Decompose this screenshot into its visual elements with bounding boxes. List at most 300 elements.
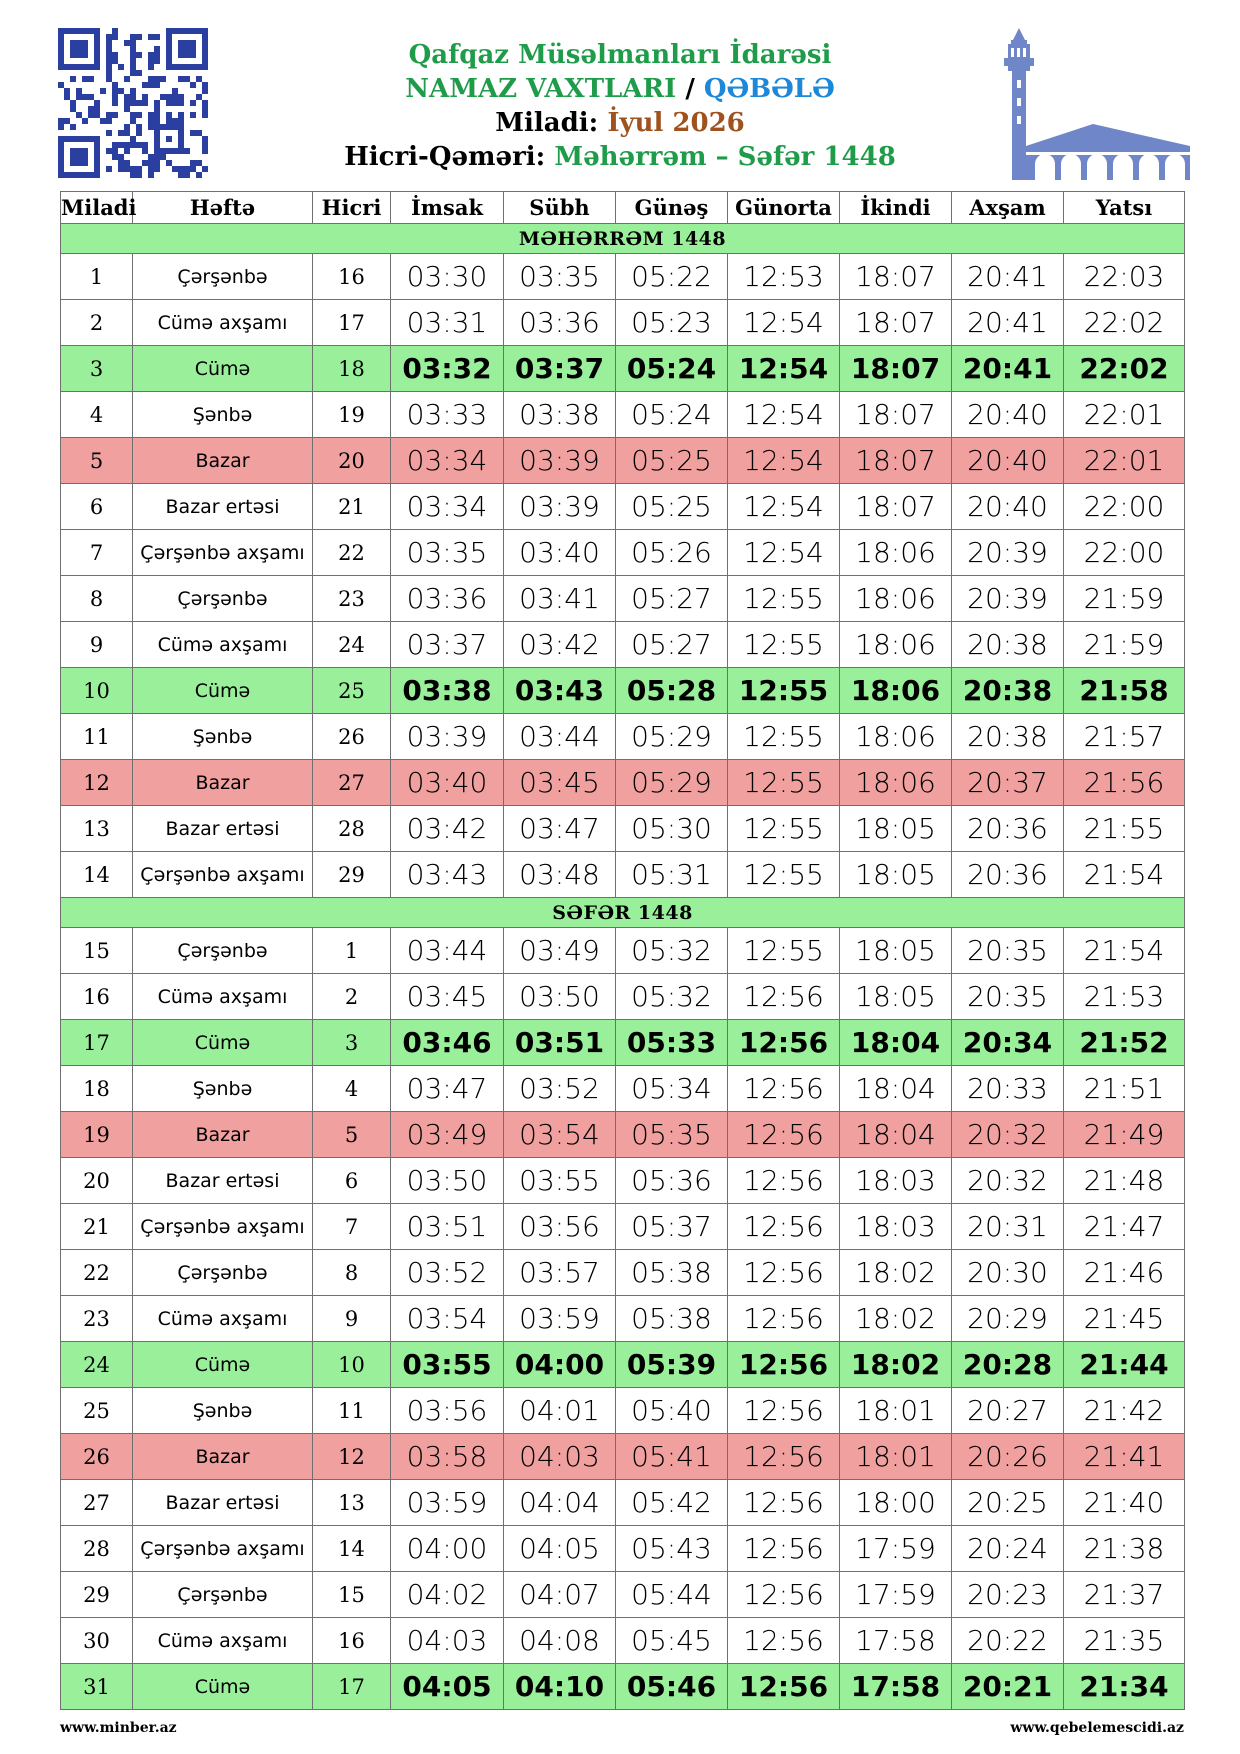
miladi-day-cell: 25 [61, 1388, 133, 1434]
gunorta-time-cell: 12:56 [728, 1388, 840, 1434]
gunes-time-cell: 05:32 [616, 974, 728, 1020]
yatsi-time-cell: 22:03 [1064, 254, 1185, 300]
subh-time-cell: 03:47 [504, 806, 616, 852]
imsak-time-cell: 03:54 [391, 1296, 504, 1342]
imsak-time-cell: 03:52 [391, 1250, 504, 1296]
gunes-time-cell: 05:33 [616, 1020, 728, 1066]
weekday-cell: Bazar ertəsi [133, 484, 313, 530]
axsam-time-cell: 20:41 [952, 346, 1064, 392]
ikindi-time-cell: 18:02 [840, 1342, 952, 1388]
hijri-day-cell: 28 [313, 806, 391, 852]
hijri-day-cell: 10 [313, 1342, 391, 1388]
miladi-day-cell: 13 [61, 806, 133, 852]
yatsi-time-cell: 21:34 [1064, 1664, 1185, 1710]
mosque-minaret-icon [975, 28, 1190, 180]
hijri-day-cell: 23 [313, 576, 391, 622]
weekday-cell: Cümə axşamı [133, 974, 313, 1020]
gunes-time-cell: 05:44 [616, 1572, 728, 1618]
hijri-day-cell: 21 [313, 484, 391, 530]
weekday-cell: Bazar [133, 1112, 313, 1158]
weekday-cell: Cümə axşamı [133, 300, 313, 346]
gunes-time-cell: 05:26 [616, 530, 728, 576]
gunes-time-cell: 05:38 [616, 1296, 728, 1342]
gunorta-time-cell: 12:56 [728, 1020, 840, 1066]
gunes-time-cell: 05:39 [616, 1342, 728, 1388]
axsam-time-cell: 20:32 [952, 1112, 1064, 1158]
yatsi-time-cell: 21:52 [1064, 1020, 1185, 1066]
subh-time-cell: 04:08 [504, 1618, 616, 1664]
weekday-cell: Cümə [133, 1342, 313, 1388]
gunes-time-cell: 05:41 [616, 1434, 728, 1480]
miladi-day-cell: 22 [61, 1250, 133, 1296]
miladi-day-cell: 15 [61, 928, 133, 974]
gunes-time-cell: 05:23 [616, 300, 728, 346]
table-row [61, 254, 1185, 300]
yatsi-time-cell: 21:42 [1064, 1388, 1185, 1434]
weekday-cell: Çərşənbə axşamı [133, 1204, 313, 1250]
column-header: İmsak [391, 192, 504, 224]
miladi-day-cell: 16 [61, 974, 133, 1020]
ikindi-time-cell: 18:01 [840, 1434, 952, 1480]
footer-right-url: www.qebelemescidi.az [1010, 1720, 1184, 1736]
subh-time-cell: 03:50 [504, 974, 616, 1020]
weekday-cell: Çərşənbə [133, 1250, 313, 1296]
axsam-time-cell: 20:25 [952, 1480, 1064, 1526]
document-header [240, 38, 1000, 174]
axsam-time-cell: 20:37 [952, 760, 1064, 806]
subh-time-cell: 04:04 [504, 1480, 616, 1526]
subh-time-cell: 03:40 [504, 530, 616, 576]
miladi-day-cell: 26 [61, 1434, 133, 1480]
month-header-row [61, 224, 1185, 254]
subh-time-cell: 03:45 [504, 760, 616, 806]
gunorta-time-cell: 12:55 [728, 714, 840, 760]
gunorta-time-cell: 12:55 [728, 760, 840, 806]
ikindi-time-cell: 18:02 [840, 1296, 952, 1342]
subh-time-cell: 04:00 [504, 1342, 616, 1388]
miladi-day-cell: 14 [61, 852, 133, 898]
gunorta-time-cell: 12:56 [728, 1618, 840, 1664]
table-row [61, 1618, 1185, 1664]
table-row [61, 714, 1185, 760]
yatsi-time-cell: 21:51 [1064, 1066, 1185, 1112]
column-header: Sübh [504, 192, 616, 224]
miladi-day-cell: 29 [61, 1572, 133, 1618]
hijri-day-cell: 1 [313, 928, 391, 974]
gunes-time-cell: 05:45 [616, 1618, 728, 1664]
yatsi-time-cell: 21:41 [1064, 1434, 1185, 1480]
imsak-time-cell: 03:58 [391, 1434, 504, 1480]
yatsi-time-cell: 21:46 [1064, 1250, 1185, 1296]
miladi-day-cell: 10 [61, 668, 133, 714]
column-header: Miladi [61, 192, 133, 224]
table-row [61, 1204, 1185, 1250]
imsak-time-cell: 03:32 [391, 346, 504, 392]
subh-time-cell: 03:44 [504, 714, 616, 760]
axsam-time-cell: 20:39 [952, 576, 1064, 622]
table-row [61, 806, 1185, 852]
imsak-time-cell: 04:05 [391, 1664, 504, 1710]
month-title: MƏHƏRRƏM 1448 [61, 224, 1185, 254]
ikindi-time-cell: 18:04 [840, 1020, 952, 1066]
table-body [61, 224, 1185, 1710]
subh-time-cell: 04:01 [504, 1388, 616, 1434]
imsak-time-cell: 03:34 [391, 484, 504, 530]
gunes-time-cell: 05:35 [616, 1112, 728, 1158]
weekday-cell: Çərşənbə [133, 928, 313, 974]
hijri-line [240, 140, 1000, 174]
hijri-day-cell: 16 [313, 1618, 391, 1664]
axsam-time-cell: 20:21 [952, 1664, 1064, 1710]
qr-code-icon [58, 28, 208, 178]
gunes-time-cell: 05:29 [616, 714, 728, 760]
miladi-day-cell: 5 [61, 438, 133, 484]
table-row [61, 1296, 1185, 1342]
axsam-time-cell: 20:35 [952, 928, 1064, 974]
table-header-row [61, 192, 1185, 224]
weekday-cell: Çərşənbə [133, 254, 313, 300]
gunorta-time-cell: 12:54 [728, 530, 840, 576]
yatsi-time-cell: 21:54 [1064, 852, 1185, 898]
gunorta-time-cell: 12:54 [728, 300, 840, 346]
yatsi-time-cell: 21:48 [1064, 1158, 1185, 1204]
axsam-time-cell: 20:34 [952, 1020, 1064, 1066]
table-row [61, 1664, 1185, 1710]
axsam-time-cell: 20:38 [952, 668, 1064, 714]
month-title: SƏFƏR 1448 [61, 898, 1185, 928]
miladi-day-cell: 4 [61, 392, 133, 438]
hijri-day-cell: 27 [313, 760, 391, 806]
column-header: Günorta [728, 192, 840, 224]
imsak-time-cell: 03:47 [391, 1066, 504, 1112]
table-row [61, 392, 1185, 438]
table-row [61, 1250, 1185, 1296]
miladi-day-cell: 12 [61, 760, 133, 806]
footer-left-url: www.minber.az [60, 1720, 177, 1736]
weekday-cell: Cümə [133, 668, 313, 714]
axsam-time-cell: 20:40 [952, 438, 1064, 484]
gunorta-time-cell: 12:54 [728, 392, 840, 438]
imsak-time-cell: 04:00 [391, 1526, 504, 1572]
gunorta-time-cell: 12:55 [728, 668, 840, 714]
table-row [61, 1526, 1185, 1572]
miladi-day-cell: 11 [61, 714, 133, 760]
imsak-time-cell: 03:33 [391, 392, 504, 438]
table-row [61, 346, 1185, 392]
yatsi-time-cell: 21:37 [1064, 1572, 1185, 1618]
gunorta-time-cell: 12:55 [728, 928, 840, 974]
weekday-cell: Bazar [133, 438, 313, 484]
yatsi-time-cell: 22:01 [1064, 438, 1185, 484]
hijri-day-cell: 19 [313, 392, 391, 438]
imsak-time-cell: 03:38 [391, 668, 504, 714]
ikindi-time-cell: 17:59 [840, 1526, 952, 1572]
subh-time-cell: 03:41 [504, 576, 616, 622]
hijri-day-cell: 13 [313, 1480, 391, 1526]
gunorta-time-cell: 12:56 [728, 1112, 840, 1158]
table-row [61, 300, 1185, 346]
yatsi-time-cell: 21:55 [1064, 806, 1185, 852]
miladi-day-cell: 23 [61, 1296, 133, 1342]
hijri-day-cell: 2 [313, 974, 391, 1020]
table-row [61, 974, 1185, 1020]
gunorta-time-cell: 12:56 [728, 1480, 840, 1526]
table-row [61, 484, 1185, 530]
hijri-day-cell: 22 [313, 530, 391, 576]
table-row [61, 1388, 1185, 1434]
axsam-time-cell: 20:38 [952, 714, 1064, 760]
axsam-time-cell: 20:35 [952, 974, 1064, 1020]
hijri-day-cell: 25 [313, 668, 391, 714]
ikindi-time-cell: 18:01 [840, 1388, 952, 1434]
table-row [61, 668, 1185, 714]
hijri-day-cell: 8 [313, 1250, 391, 1296]
axsam-time-cell: 20:40 [952, 484, 1064, 530]
ikindi-time-cell: 18:00 [840, 1480, 952, 1526]
weekday-cell: Çərşənbə axşamı [133, 1526, 313, 1572]
hijri-label: Hicri-Qəməri: [344, 142, 546, 172]
hijri-day-cell: 17 [313, 1664, 391, 1710]
ikindi-time-cell: 18:07 [840, 484, 952, 530]
ikindi-time-cell: 18:07 [840, 300, 952, 346]
imsak-time-cell: 03:35 [391, 530, 504, 576]
gunorta-time-cell: 12:55 [728, 806, 840, 852]
subh-time-cell: 03:43 [504, 668, 616, 714]
document-title [240, 72, 1000, 106]
table-row [61, 1480, 1185, 1526]
table-row [61, 852, 1185, 898]
gunes-time-cell: 05:42 [616, 1480, 728, 1526]
ikindi-time-cell: 18:03 [840, 1158, 952, 1204]
axsam-time-cell: 20:29 [952, 1296, 1064, 1342]
gunes-time-cell: 05:22 [616, 254, 728, 300]
gunes-time-cell: 05:25 [616, 484, 728, 530]
gunorta-time-cell: 12:56 [728, 1296, 840, 1342]
hijri-day-cell: 29 [313, 852, 391, 898]
ikindi-time-cell: 18:05 [840, 806, 952, 852]
imsak-time-cell: 03:45 [391, 974, 504, 1020]
gunes-time-cell: 05:25 [616, 438, 728, 484]
miladi-day-cell: 24 [61, 1342, 133, 1388]
axsam-time-cell: 20:27 [952, 1388, 1064, 1434]
weekday-cell: Şənbə [133, 1066, 313, 1112]
gunes-time-cell: 05:43 [616, 1526, 728, 1572]
weekday-cell: Bazar ertəsi [133, 1480, 313, 1526]
gunes-time-cell: 05:27 [616, 622, 728, 668]
yatsi-time-cell: 21:40 [1064, 1480, 1185, 1526]
subh-time-cell: 03:51 [504, 1020, 616, 1066]
weekday-cell: Şənbə [133, 714, 313, 760]
yatsi-time-cell: 22:02 [1064, 346, 1185, 392]
yatsi-time-cell: 21:58 [1064, 668, 1185, 714]
column-header: Axşam [952, 192, 1064, 224]
yatsi-time-cell: 21:49 [1064, 1112, 1185, 1158]
org-name: Qafqaz Müsəlmanları İdarəsi [408, 40, 832, 70]
imsak-time-cell: 03:30 [391, 254, 504, 300]
imsak-time-cell: 04:03 [391, 1618, 504, 1664]
gunorta-time-cell: 12:54 [728, 484, 840, 530]
subh-time-cell: 03:49 [504, 928, 616, 974]
imsak-time-cell: 03:55 [391, 1342, 504, 1388]
yatsi-time-cell: 21:47 [1064, 1204, 1185, 1250]
gunorta-time-cell: 12:55 [728, 852, 840, 898]
axsam-time-cell: 20:33 [952, 1066, 1064, 1112]
subh-time-cell: 03:55 [504, 1158, 616, 1204]
yatsi-time-cell: 21:45 [1064, 1296, 1185, 1342]
imsak-time-cell: 03:36 [391, 576, 504, 622]
gunorta-time-cell: 12:56 [728, 1066, 840, 1112]
miladi-day-cell: 27 [61, 1480, 133, 1526]
subh-time-cell: 03:37 [504, 346, 616, 392]
hijri-day-cell: 15 [313, 1572, 391, 1618]
hijri-day-cell: 9 [313, 1296, 391, 1342]
miladi-day-cell: 8 [61, 576, 133, 622]
miladi-day-cell: 6 [61, 484, 133, 530]
table-row [61, 1112, 1185, 1158]
miladi-day-cell: 1 [61, 254, 133, 300]
yatsi-time-cell: 21:56 [1064, 760, 1185, 806]
column-header: Günəş [616, 192, 728, 224]
axsam-time-cell: 20:24 [952, 1526, 1064, 1572]
gunorta-time-cell: 12:56 [728, 1526, 840, 1572]
subh-time-cell: 03:42 [504, 622, 616, 668]
gunes-time-cell: 05:38 [616, 1250, 728, 1296]
imsak-time-cell: 03:39 [391, 714, 504, 760]
axsam-time-cell: 20:23 [952, 1572, 1064, 1618]
axsam-time-cell: 20:39 [952, 530, 1064, 576]
gunes-time-cell: 05:31 [616, 852, 728, 898]
ikindi-time-cell: 18:05 [840, 852, 952, 898]
weekday-cell: Cümə axşamı [133, 622, 313, 668]
ikindi-time-cell: 18:07 [840, 254, 952, 300]
yatsi-time-cell: 21:35 [1064, 1618, 1185, 1664]
axsam-time-cell: 20:38 [952, 622, 1064, 668]
ikindi-time-cell: 17:59 [840, 1572, 952, 1618]
hijri-day-cell: 12 [313, 1434, 391, 1480]
subh-time-cell: 03:35 [504, 254, 616, 300]
column-header: İkindi [840, 192, 952, 224]
yatsi-time-cell: 21:57 [1064, 714, 1185, 760]
table-row [61, 576, 1185, 622]
hijri-day-cell: 11 [313, 1388, 391, 1434]
axsam-time-cell: 20:30 [952, 1250, 1064, 1296]
gunes-time-cell: 05:30 [616, 806, 728, 852]
ikindi-time-cell: 18:02 [840, 1250, 952, 1296]
subh-time-cell: 04:10 [504, 1664, 616, 1710]
gunes-time-cell: 05:27 [616, 576, 728, 622]
ikindi-time-cell: 18:07 [840, 346, 952, 392]
table-row [61, 530, 1185, 576]
miladi-day-cell: 2 [61, 300, 133, 346]
miladi-day-cell: 19 [61, 1112, 133, 1158]
yatsi-time-cell: 21:54 [1064, 928, 1185, 974]
subh-time-cell: 03:54 [504, 1112, 616, 1158]
gunes-time-cell: 05:28 [616, 668, 728, 714]
imsak-time-cell: 03:50 [391, 1158, 504, 1204]
yatsi-time-cell: 21:59 [1064, 576, 1185, 622]
table-row [61, 1572, 1185, 1618]
ikindi-time-cell: 18:06 [840, 622, 952, 668]
yatsi-time-cell: 21:38 [1064, 1526, 1185, 1572]
imsak-time-cell: 03:49 [391, 1112, 504, 1158]
imsak-time-cell: 04:02 [391, 1572, 504, 1618]
miladi-value: İyul 2026 [607, 108, 745, 138]
gunorta-time-cell: 12:55 [728, 622, 840, 668]
hijri-day-cell: 17 [313, 300, 391, 346]
imsak-time-cell: 03:34 [391, 438, 504, 484]
gunorta-time-cell: 12:54 [728, 346, 840, 392]
hijri-day-cell: 14 [313, 1526, 391, 1572]
ikindi-time-cell: 18:04 [840, 1112, 952, 1158]
gunorta-time-cell: 12:56 [728, 1434, 840, 1480]
table-row [61, 1020, 1185, 1066]
miladi-day-cell: 9 [61, 622, 133, 668]
axsam-time-cell: 20:41 [952, 254, 1064, 300]
gunes-time-cell: 05:46 [616, 1664, 728, 1710]
ikindi-time-cell: 18:05 [840, 974, 952, 1020]
table-row [61, 1342, 1185, 1388]
imsak-time-cell: 03:46 [391, 1020, 504, 1066]
ikindi-time-cell: 17:58 [840, 1664, 952, 1710]
table-row [61, 1434, 1185, 1480]
weekday-cell: Cümə [133, 1664, 313, 1710]
imsak-time-cell: 03:37 [391, 622, 504, 668]
gunorta-time-cell: 12:55 [728, 576, 840, 622]
column-header: Hicri [313, 192, 391, 224]
axsam-time-cell: 20:41 [952, 300, 1064, 346]
miladi-day-cell: 7 [61, 530, 133, 576]
miladi-day-cell: 21 [61, 1204, 133, 1250]
miladi-day-cell: 31 [61, 1664, 133, 1710]
subh-time-cell: 03:56 [504, 1204, 616, 1250]
yatsi-time-cell: 22:01 [1064, 392, 1185, 438]
ikindi-time-cell: 18:05 [840, 928, 952, 974]
hijri-day-cell: 3 [313, 1020, 391, 1066]
ikindi-time-cell: 18:06 [840, 668, 952, 714]
axsam-time-cell: 20:31 [952, 1204, 1064, 1250]
ikindi-time-cell: 18:04 [840, 1066, 952, 1112]
miladi-day-cell: 20 [61, 1158, 133, 1204]
weekday-cell: Cümə [133, 346, 313, 392]
gunorta-time-cell: 12:56 [728, 1342, 840, 1388]
axsam-time-cell: 20:26 [952, 1434, 1064, 1480]
subh-time-cell: 03:48 [504, 852, 616, 898]
gunes-time-cell: 05:29 [616, 760, 728, 806]
hijri-day-cell: 5 [313, 1112, 391, 1158]
title-prefix: NAMAZ VAXTLARI [405, 74, 677, 104]
axsam-time-cell: 20:36 [952, 806, 1064, 852]
miladi-day-cell: 17 [61, 1020, 133, 1066]
subh-time-cell: 03:57 [504, 1250, 616, 1296]
ikindi-time-cell: 18:03 [840, 1204, 952, 1250]
weekday-cell: Şənbə [133, 1388, 313, 1434]
subh-time-cell: 03:39 [504, 484, 616, 530]
ikindi-time-cell: 18:07 [840, 438, 952, 484]
hijri-day-cell: 7 [313, 1204, 391, 1250]
yatsi-time-cell: 22:00 [1064, 484, 1185, 530]
yatsi-time-cell: 22:00 [1064, 530, 1185, 576]
subh-time-cell: 03:39 [504, 438, 616, 484]
month-header-row [61, 898, 1185, 928]
axsam-time-cell: 20:28 [952, 1342, 1064, 1388]
miladi-day-cell: 30 [61, 1618, 133, 1664]
weekday-cell: Bazar ertəsi [133, 806, 313, 852]
ikindi-time-cell: 18:06 [840, 760, 952, 806]
gunorta-time-cell: 12:54 [728, 438, 840, 484]
gunorta-time-cell: 12:56 [728, 1158, 840, 1204]
gunorta-time-cell: 12:56 [728, 974, 840, 1020]
gunorta-time-cell: 12:56 [728, 1572, 840, 1618]
